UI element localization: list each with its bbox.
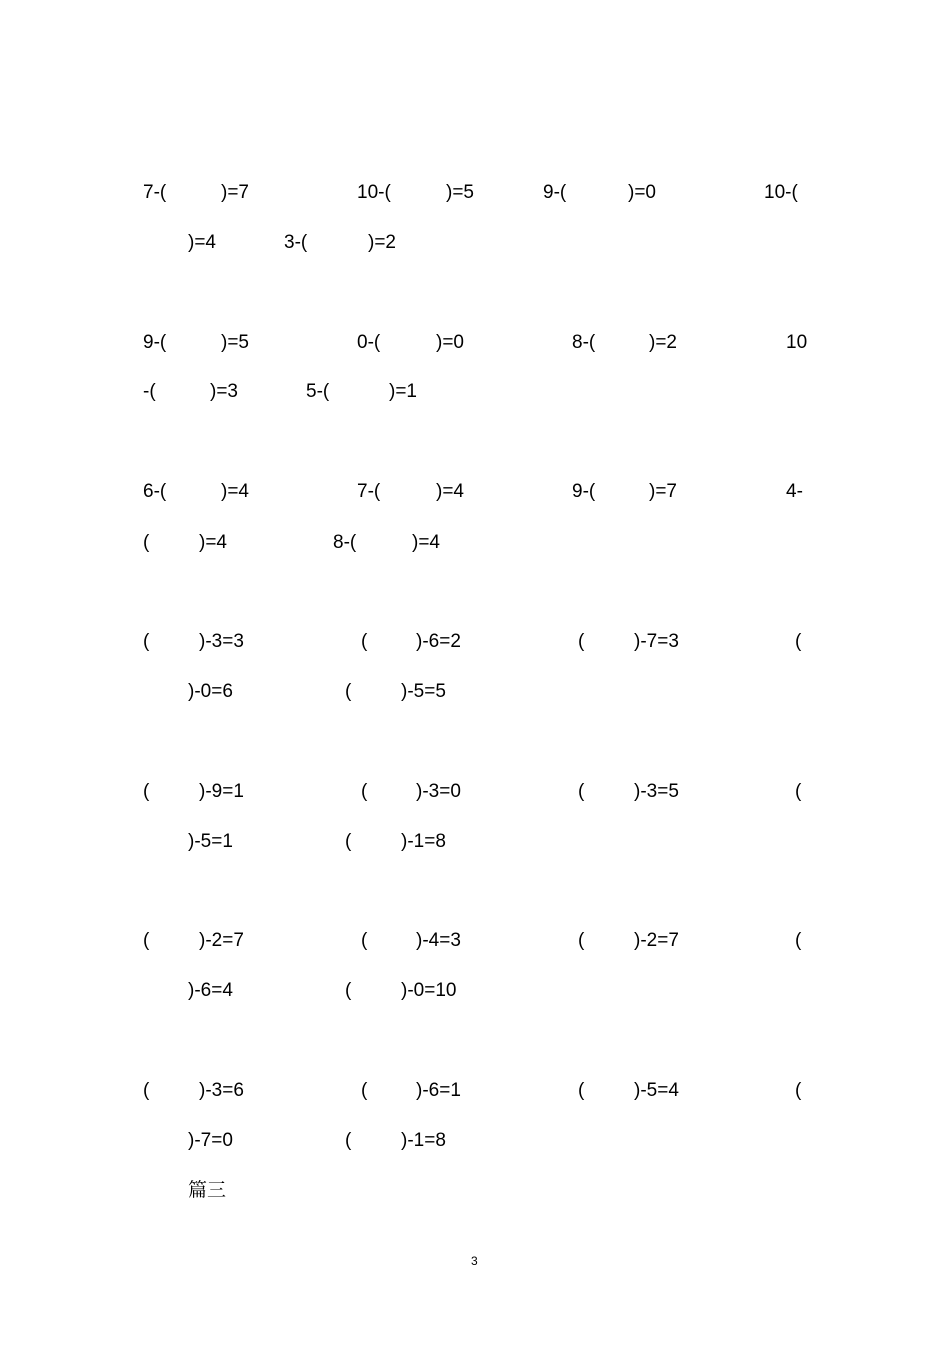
problem-text: )=4: [199, 532, 227, 553]
problem-text: (: [578, 930, 585, 951]
problem-text: (: [795, 631, 802, 652]
problem-text: )-1=8: [401, 831, 446, 852]
problem-text: )=4: [436, 481, 464, 502]
problem-text: )=4: [188, 232, 216, 253]
problem-text: )=4: [412, 532, 440, 553]
problem-text: 5-(: [306, 381, 330, 402]
problem-text: )-2=7: [199, 930, 244, 951]
problem-text: )-6=4: [188, 980, 233, 1001]
problem-text: 7-(: [143, 182, 167, 203]
problem-text: 10-(: [357, 182, 391, 203]
problem-text: )-2=7: [634, 930, 679, 951]
problem-text: )-5=4: [634, 1080, 679, 1101]
problem-text: -(: [143, 381, 156, 402]
problem-text: 3-(: [284, 232, 308, 253]
problem-text: (: [578, 781, 585, 802]
problem-text: 6-(: [143, 481, 167, 502]
problem-text: )-4=3: [416, 930, 461, 951]
problem-text: )-5=1: [188, 831, 233, 852]
problem-text: )-5=5: [401, 681, 446, 702]
problem-text: )=0: [436, 332, 464, 353]
problem-text: )=3: [210, 381, 238, 402]
problem-text: )-3=3: [199, 631, 244, 652]
problem-text: )=7: [221, 182, 249, 203]
problem-text: 7-(: [357, 481, 381, 502]
problem-text: (: [361, 781, 368, 802]
problem-text: )-6=2: [416, 631, 461, 652]
problem-text: (: [345, 980, 352, 1001]
problem-text: )-7=3: [634, 631, 679, 652]
problem-text: 9-(: [143, 332, 167, 353]
problem-text: (: [143, 532, 150, 553]
problem-text: (: [143, 781, 150, 802]
problem-text: (: [795, 930, 802, 951]
problem-text: )=7: [649, 481, 677, 502]
problem-text: )=4: [221, 481, 249, 502]
problem-text: (: [345, 1130, 352, 1151]
problem-text: 0-(: [357, 332, 381, 353]
problem-text: (: [361, 631, 368, 652]
problem-text: 8-(: [333, 532, 357, 553]
problem-text: )-7=0: [188, 1130, 233, 1151]
problem-text: )-6=1: [416, 1080, 461, 1101]
problem-text: 9-(: [543, 182, 567, 203]
problem-text: 10-(: [764, 182, 798, 203]
problem-text: 8-(: [572, 332, 596, 353]
problem-text: (: [345, 681, 352, 702]
problem-text: 4-: [786, 481, 803, 502]
problem-text: )=5: [221, 332, 249, 353]
problem-text: )=0: [628, 182, 656, 203]
problem-text: )-3=5: [634, 781, 679, 802]
problem-text: )=5: [446, 182, 474, 203]
page-number: 3: [471, 1254, 478, 1268]
problem-text: 9-(: [572, 481, 596, 502]
problem-text: )-9=1: [199, 781, 244, 802]
problem-text: (: [143, 930, 150, 951]
problem-text: (: [578, 631, 585, 652]
problem-text: (: [345, 831, 352, 852]
problem-text: )-3=6: [199, 1080, 244, 1101]
problem-text: (: [361, 930, 368, 951]
problem-text: )=2: [649, 332, 677, 353]
problem-text: )-3=0: [416, 781, 461, 802]
problem-text: )-0=6: [188, 681, 233, 702]
problem-text: (: [143, 631, 150, 652]
problem-text: )=1: [389, 381, 417, 402]
problem-text: )-0=10: [401, 980, 457, 1001]
problem-text: (: [578, 1080, 585, 1101]
problem-text: (: [143, 1080, 150, 1101]
problem-text: )-1=8: [401, 1130, 446, 1151]
problem-text: (: [795, 1080, 802, 1101]
problem-text: (: [361, 1080, 368, 1101]
problem-text: )=2: [368, 232, 396, 253]
problem-text: 10: [786, 332, 808, 353]
section-label: 篇三: [188, 1179, 227, 1201]
problem-text: (: [795, 781, 802, 802]
